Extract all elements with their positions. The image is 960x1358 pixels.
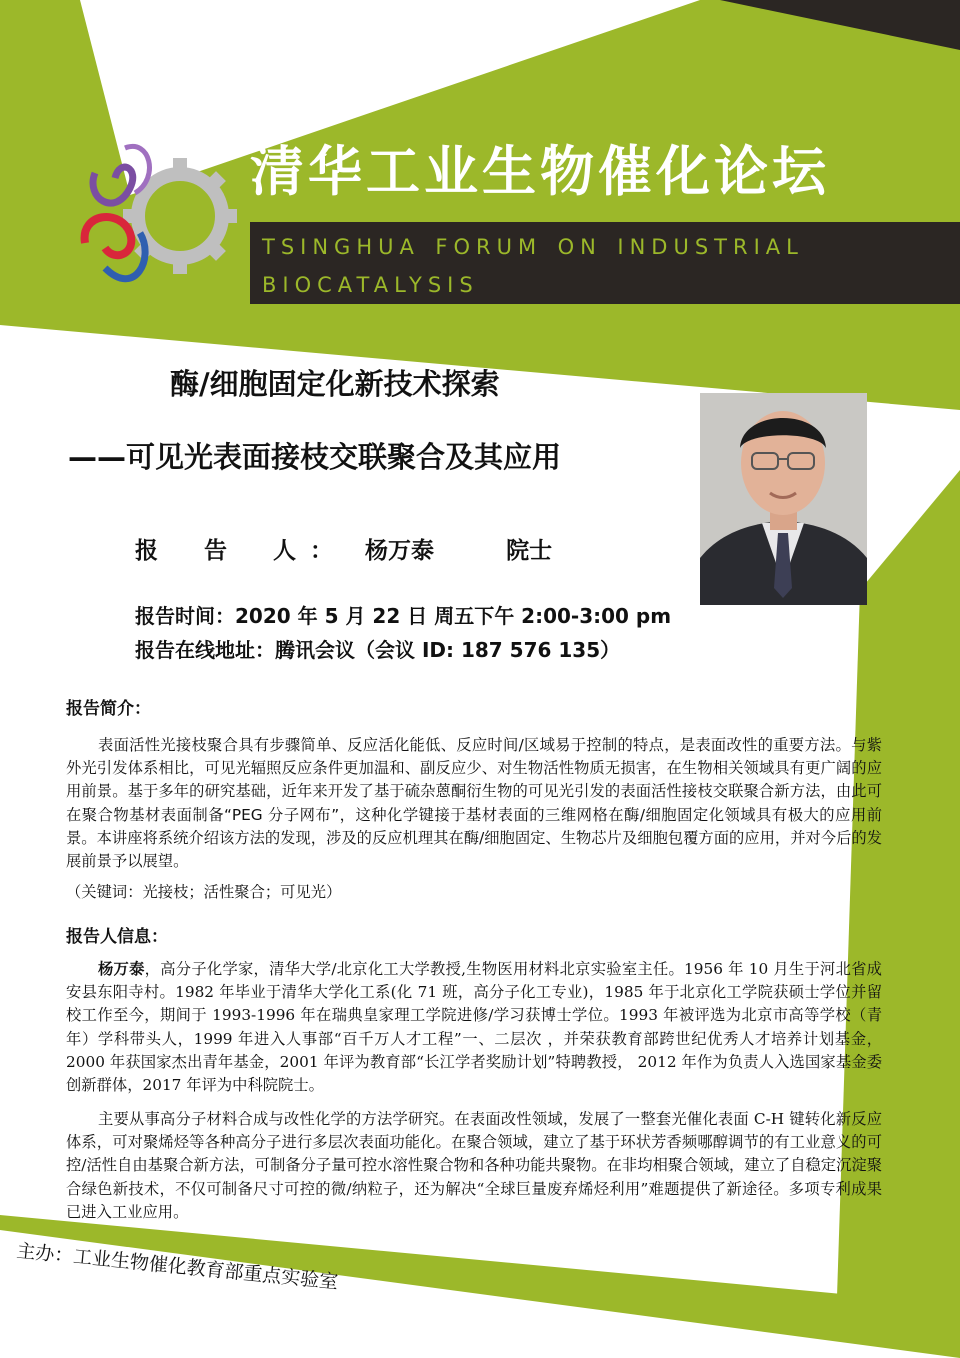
time-value: 2020 年 5 月 22 日 周五下午 2:00-3:00 pm <box>235 604 672 628</box>
abstract-heading: 报告简介： <box>66 699 151 719</box>
forum-title-en-line1: tsinghua forum on industrial <box>262 227 804 262</box>
talk-title-line1: 酶/细胞固定化新技术探索 <box>170 367 500 401</box>
bio-heading: 报告人信息： <box>66 927 168 947</box>
speaker-portrait <box>700 393 867 605</box>
speaker-name: 杨万泰 <box>365 538 435 564</box>
talk-address <box>135 634 620 663</box>
abstract-keywords: （关键词：光接枝；活性聚合；可见光） <box>66 883 342 901</box>
forum-title-en <box>262 226 952 302</box>
speaker-title: 院士 <box>506 538 553 564</box>
speaker-row <box>135 532 552 565</box>
forum-logo-icon <box>75 138 250 298</box>
bio-paragraph-1 <box>66 958 882 1097</box>
forum-title-cn: 清华工业生物催化论坛 <box>250 140 830 203</box>
talk-title-line2: ——可见光表面接枝交联聚合及其应用 <box>68 440 562 474</box>
host-organizer: 主办：工业生物催化教育部重点实验室 <box>15 1239 340 1294</box>
speaker-label: 报 告 人： <box>135 538 348 564</box>
forum-title-en-banner <box>250 222 960 304</box>
bio-name: 杨万泰 <box>98 960 145 978</box>
abstract-body: 表面活性光接枝聚合具有步骤简单、反应活化能低、反应时间/区域易于控制的特点，是表面改性的重要方法。与紫外光引发体系相比，可见光辐照反应条件更加温和、副反应少、对生物活性物质无损害，在生物相关领域具有更广阔的应用前景。基于多年的研究基础，近年来开发了基于硫杂蒽酮衍生物的可见光引发的表面活性接枝交联聚合新方法，由此可在聚合物基材表面制备“PEG 分子网布”，这种化学键接于基材表面的三维网格在酶/细胞固定化领域具有极大的应用前景。本讲座将系统介绍该方法的发现，涉及的反应机理其在酶/细胞固定、生物芯片及细胞包覆方面的应用，并对今后的发展前景予以展望。 <box>66 736 882 871</box>
forum-title-en-line2: biocatalysis <box>262 265 479 300</box>
bio-paragraph-1-text: ，高分子化学家，清华大学/北京化工大学教授,生物医用材料北京实验室主任。1956 年 10 月生于河北省成安县东阳寺村。1982 年毕业于清华大学化工系(化 71 班，高分子化工专业)，1985 年于北京化工学院获硕士学位并留校工作至今，期间于 1993-1996 年在瑞典皇家理工学院进修/学习获博士学位。1993 年被评选为北京市高等学校（青年）学科带头人，1999 年进入人事部“百千万人才工程”一、二层次 ，并荣获教育部跨世纪优秀人才培养计划基金，2000 年获国家杰出青年基金，2001 年评为教育部“长江学者奖励计划”特聘教授， 2012 年作为负责人入选国家基金委创新群体，2017 年评为中科院院士。 <box>66 960 882 1095</box>
talk-time <box>135 600 671 629</box>
time-label: 报告时间： <box>135 604 235 628</box>
bio-paragraph-2: 主要从事高分子材料合成与改性化学的方法学研究。在表面改性领域，发展了一整套光催化表面 C-H 键转化新反应体系，可对聚烯烃等各种高分子进行多层次表面功能化。在聚合领域，建立了基于环状芳香频哪醇调节的有工业意义的可控/活性自由基聚合新方法，可制备分子量可控水溶性聚合物和各种功能共聚物。在非均相聚合领域，建立了自稳定沉淀聚合绿色新技术，不仅可制备尺寸可控的微/纳粒子，还为解决“全球巨量废弃烯烃利用”难题提供了新途径。多项专利成果已进入工业应用。 <box>66 1110 882 1221</box>
address-value: 腾讯会议（会议 ID: 187 576 135） <box>275 638 621 662</box>
address-label: 报告在线地址： <box>135 638 275 662</box>
